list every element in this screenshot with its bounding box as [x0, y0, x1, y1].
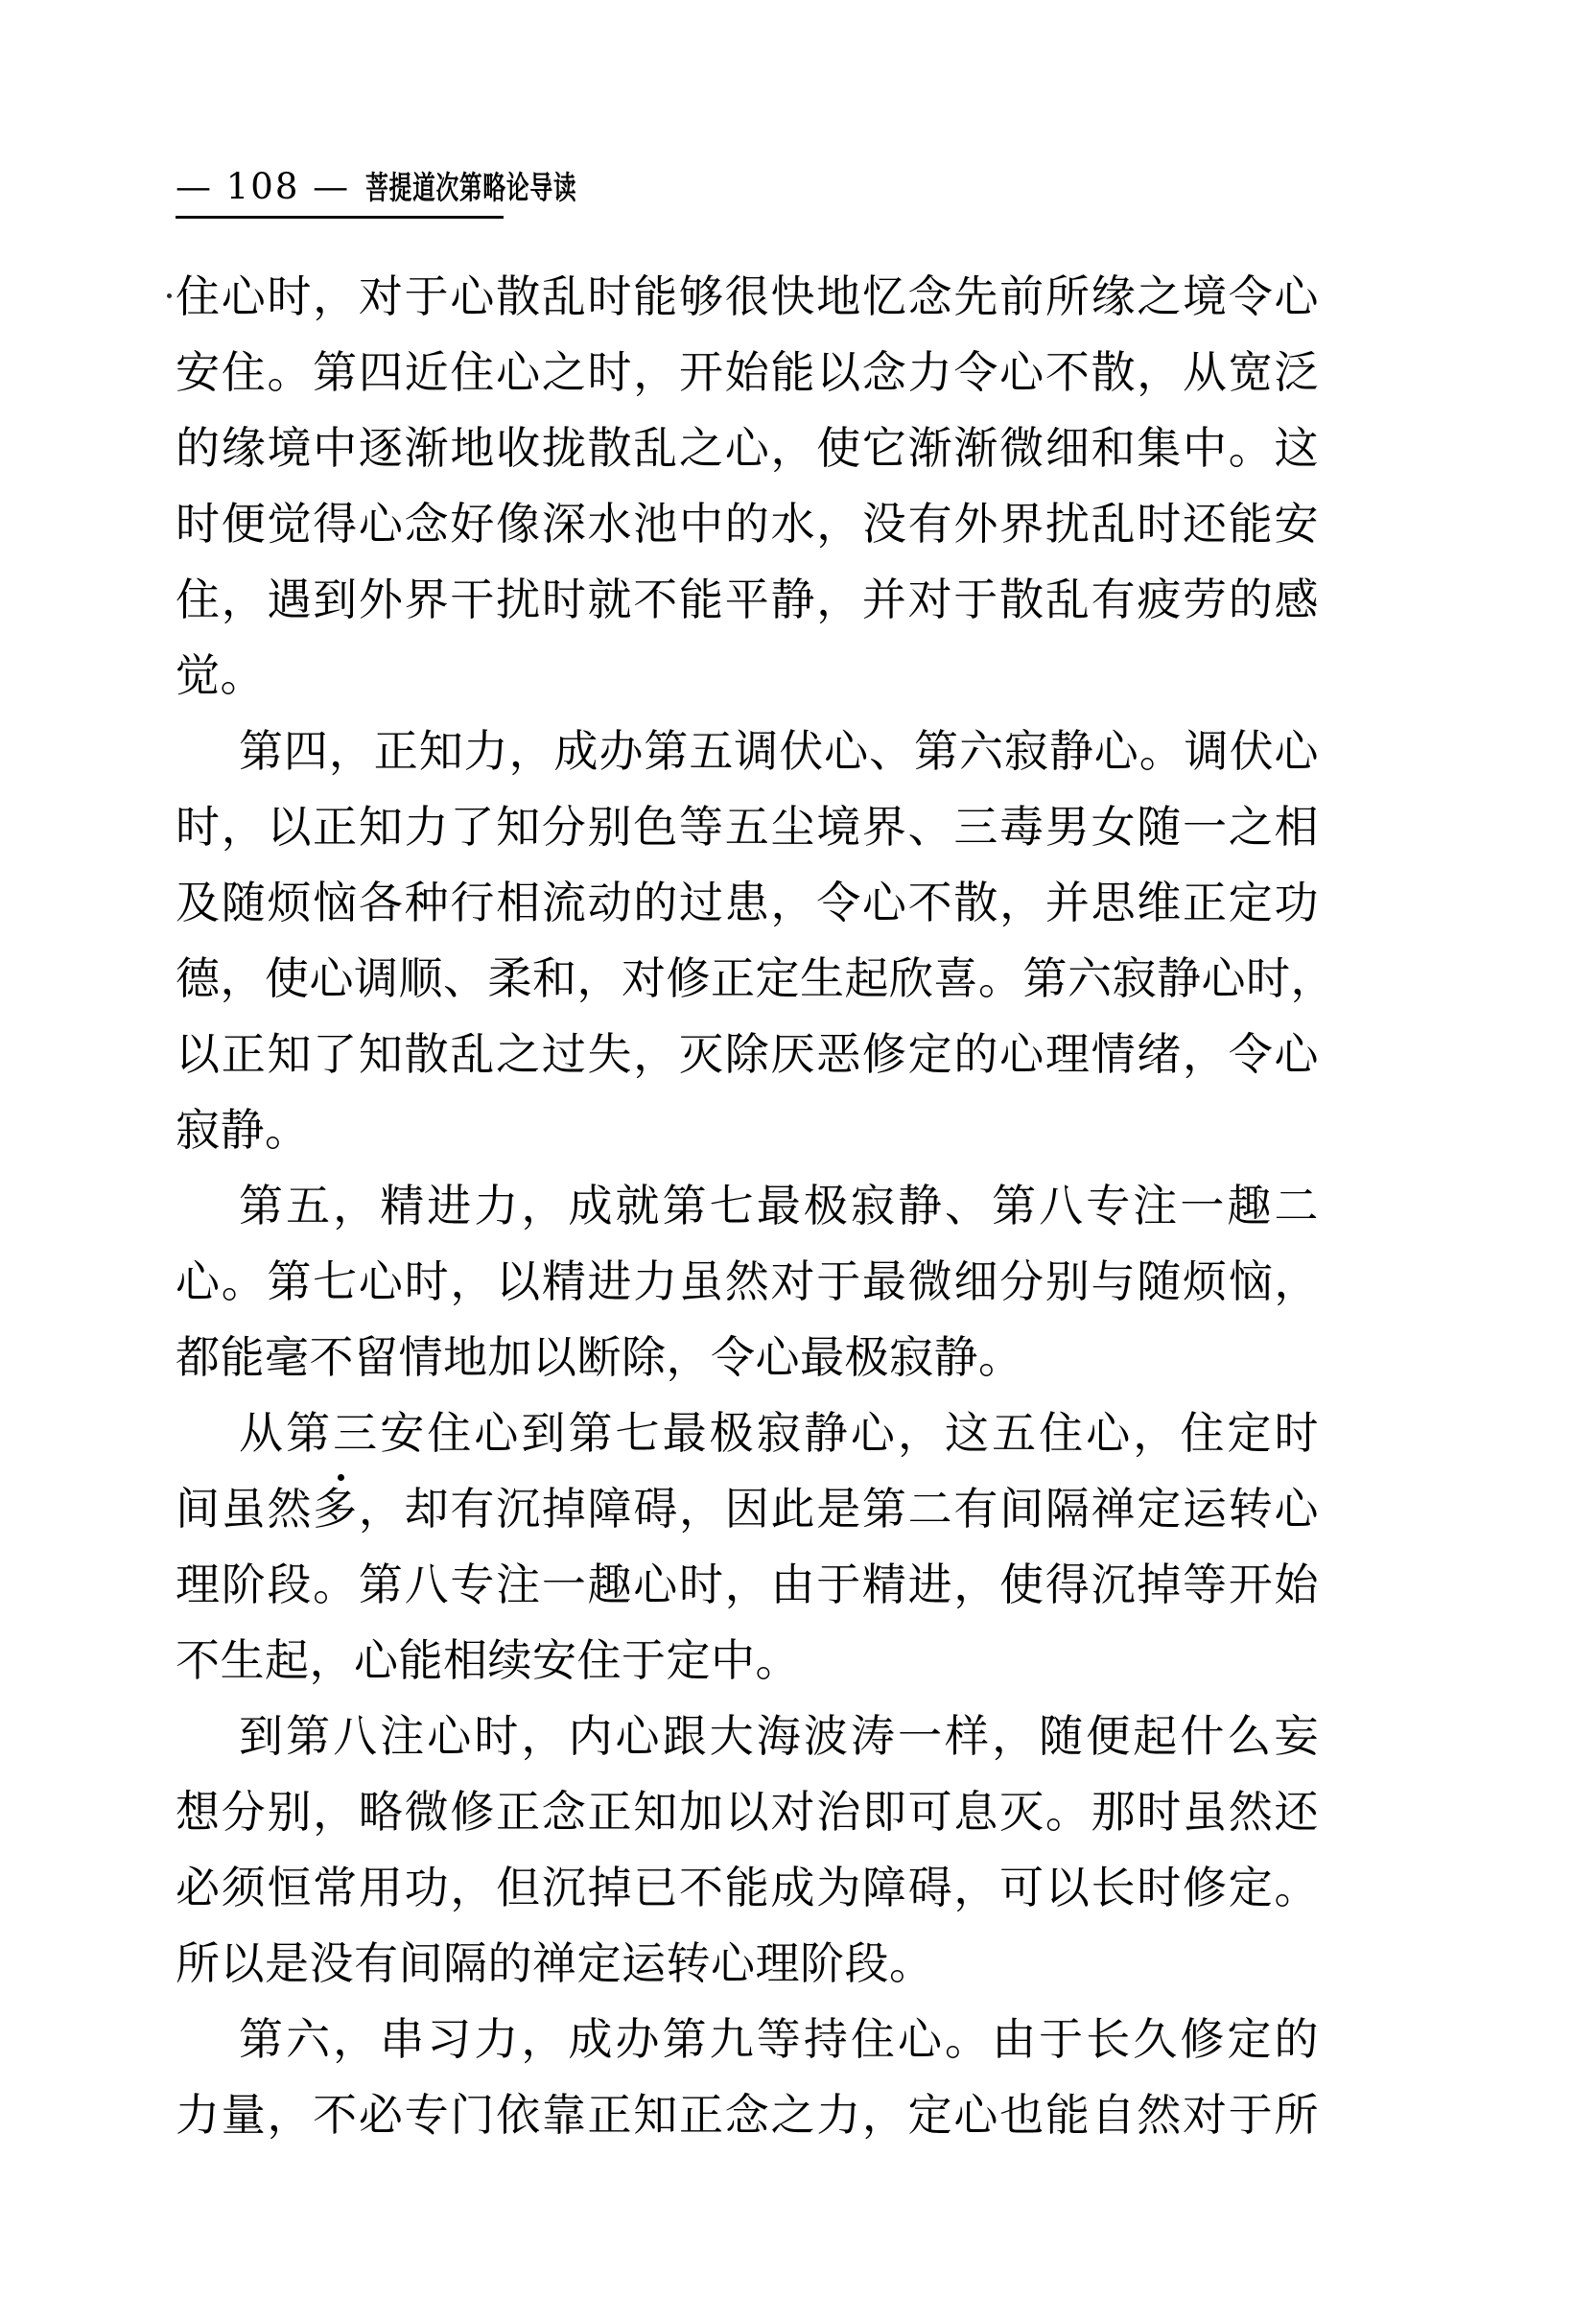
text-line: 住心时，对于心散乱时能够很快地忆念先前所缘之境令心: [176, 270, 1319, 322]
text-line: 力量，不必专门依靠正知正念之力，定心也能自然对于所: [176, 2089, 1319, 2141]
text-line: 心。第七心时，以精进力虽然对于最微细分别与随烦恼，: [176, 1255, 1319, 1307]
text-line: 以正知了知散乱之过失，灭除厌恶修定的心理情绪，令心: [176, 1028, 1319, 1080]
text-line: 第四，正知力，成办第五调伏心、第六寂静心。调伏心: [239, 725, 1319, 777]
text-line: 不生起，心能相续安住于定中。: [176, 1634, 800, 1686]
text-line: 时便觉得心念好像深水池中的水，没有外界扰乱时还能安: [176, 498, 1319, 550]
text-line: 觉。: [176, 649, 265, 701]
text-line: 的缘境中逐渐地收拢散乱之心，使它渐渐微细和集中。这: [176, 422, 1319, 474]
text-line: 都能毫不留情地加以断除，令心最极寂静。: [176, 1331, 1023, 1383]
text-line: 德，使心调顺、柔和，对修正定生起欣喜。第六寂静心时，: [176, 952, 1335, 1004]
text-line: 住，遇到外界干扰时就不能平静，并对于散乱有疲劳的感: [176, 574, 1319, 625]
text-line: 到第八注心时，内心跟大海波涛一样，随便起什么妄: [239, 1710, 1319, 1762]
emphasis-dot-mark: [338, 1474, 344, 1481]
text-line: 安住。第四近住心之时，开始能以念力令心不散，从宽泛: [176, 346, 1319, 398]
text-line: 寂静。: [176, 1104, 310, 1156]
text-line: 想分别，略微修正念正知加以对治即可息灭。那时虽然还: [176, 1786, 1319, 1838]
page-number: — 108 —: [176, 166, 351, 207]
text-line: 时，以正知力了知分别色等五尘境界、三毒男女随一之相: [176, 801, 1319, 853]
text-line: 第五，精进力，成就第七最极寂静、第八专注一趣二: [239, 1180, 1319, 1231]
body-text-block: [176, 259, 1335, 2153]
text-line: 理阶段。第八专注一趣心时，由于精进，使得沉掉等开始: [176, 1559, 1319, 1610]
text-line: 间虽然多，却有沉掉障碍，因此是第二有间隔禅定运转心: [176, 1483, 1319, 1535]
text-line: 必须恒常用功，但沉掉已不能成为障碍，可以长时修定。: [176, 1862, 1319, 1913]
print-speck: [167, 293, 172, 298]
text-line: 第六，串习力，成办第九等持住心。由于长久修定的: [239, 2013, 1319, 2065]
text-line: 所以是没有间隔的禅定运转心理阶段。: [176, 1937, 934, 1989]
text-line: 从第三安住心到第七最极寂静心，这五住心，住定时: [239, 1407, 1319, 1459]
running-head: [176, 163, 577, 219]
book-title: 菩提道次第略论导读: [365, 169, 577, 206]
text-line: 及随烦恼各种行相流动的过患，令心不散，并思维正定功: [176, 877, 1319, 928]
